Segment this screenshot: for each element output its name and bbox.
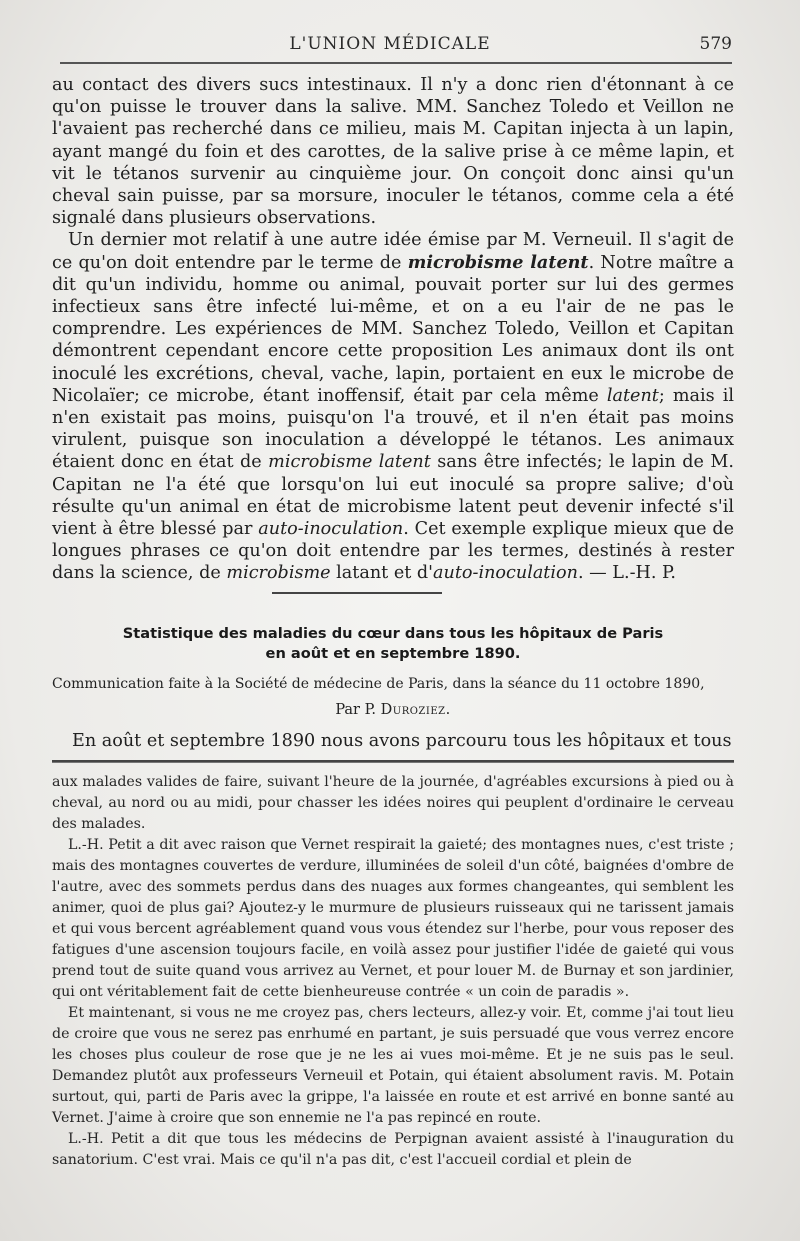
main-paragraph-1 [52, 74, 734, 229]
feuilleton-paragraph-3: Et maintenant, si vous ne me croyez pas, chers lecteurs, allez-y voir. Et, comme j'ai tout lieu de croire que vous ne serez pas enrhumé en partant, je suis persuadé que vous verrez encore les choses plus couleur de rose que je ne les ai vues moi-même. Et je ne suis pas le seul. Demandez plutôt aux professeurs Verneuil et Potain, qui étaient absolument ravis. M. Potain surtout, qui, parti de Paris avec la grippe, l'a laissée en route et est arrivé en bonne santé au Vernet. J'aime à croire que son ennemie ne l'a pas repincé en route. [52, 1005, 734, 1126]
byline-prefix: Par P. [335, 702, 381, 718]
feuilleton-paragraph-2: L.-H. Petit a dit avec raison que Vernet respirait la gaieté; des montagnes nues, c'est triste ; mais des montagnes couvertes de verdure, illuminées de soleil d'un côté, baignées d'ombre de l'autre, avec des sommets perdus dans des nuages aux formes changeantes, qui semblent les animer, quoi de plus gai? Ajoutez-y le murmure de plusieurs ruisseaux qui ne tarissent jamais et qui vous bercent agréablement quand vous vous étendez sur l'herbe, pour vous reposer des fatigues d'une ascension toujours facile, en voilà assez pour justifier l'idée de gaieté qui vous prend tout de suite quand vous arrivez au Vernet, et pour louer M. de Burnay et son jardinier, qui ont véritablement fait de cette bienheureuse contrée « un coin de paradis ». [52, 837, 734, 1000]
text-run: ; mais il n'en existait pas moins, puisqu'on l'a trouvé, et il n'en était pas moins virulent, puisque son inoculation a développé le tétanos. Les animaux étaient donc en état de [52, 385, 734, 473]
feuilleton-text [52, 772, 734, 1171]
byline-author: Duroziez. [380, 702, 451, 718]
text-run: latant et [330, 563, 417, 584]
page-header [48, 30, 732, 60]
feuilleton-rule [52, 760, 734, 763]
text-run: microbisme [226, 563, 331, 584]
text-run: Un dernier mot relatif à une autre idée émise par M. Verneuil. Il s'agit de ce qu'on doit entendre par le terme de [52, 230, 734, 273]
running-title: L'UNION MÉDICALE [289, 34, 491, 54]
communication-note: Communication faite à la Société de médecine de Paris, dans la séance du 11 octobre 1890, [52, 676, 705, 692]
text-run: microbisme latent [407, 251, 589, 273]
text-run: au contact des divers sucs intestinaux. Il n'y a donc rien d'étonnant à ce qu'on puisse le trouver dans la salive. MM. Sanchez Toledo et Veillon ne l'avaient pas recherché dans ce milieu, mais M. Capitan injecta à un lapin, ayant mangé du foin et des carottes, de la salive prise à ce même lapin, et vit le tétanos survenir au cinquième jour. On conçoit donc ainsi qu'un cheval sain puisse, par sa morsure, inoculer le tétanos, comme cela a été signalé dans plusieurs observations. [52, 75, 734, 229]
byline [52, 700, 734, 720]
text-run: . Cet exemple explique mieux que de longues phrases ce qu'on doit entendre par les termes, destinés à rester dans la science, de [52, 519, 734, 584]
feuilleton-paragraph-1: aux malades valides de faire, suivant l'heure de la journée, d'agréables excursions à pied ou à cheval, au nord ou au midi, pour chasser les idées noires qui peuplent d'ordinaire le cerveau des malades. [52, 774, 734, 832]
text-run: sans être infectés; le lapin de M. Capitan ne l'a été que lorsqu'on lui eut inoculé sa propre salive; d'où résulte qu'un animal en état de microbisme latent peut devenir infecté s'il vient à être blessé par [52, 452, 734, 540]
feuilleton-paragraph-4: L.-H. Petit a dit que tous les médecins de Perpignan avaient assisté à l'inauguration du sanatorium. C'est vrai. Mais ce qu'il n'a pas dit, c'est l'accueil cordial et plein de [52, 1131, 734, 1168]
main-text [52, 74, 734, 585]
text-run: auto-inoculation [433, 563, 578, 584]
text-run: latent [606, 385, 659, 406]
main-paragraph-2 [52, 229, 734, 584]
article-title [52, 624, 734, 664]
article-title-line-1: Statistique des maladies du cœur dans tous les hôpitaux de Paris [122, 625, 664, 642]
article-opening-line: En août et septembre 1890 nous avons parcouru tous les hôpitaux et tous [72, 731, 732, 751]
page-number: 579 [699, 34, 732, 54]
text-run: d' [416, 563, 434, 584]
text-run: auto-inoculation [258, 519, 404, 540]
text-run: . — L.-H. P. [577, 563, 676, 584]
article-title-line-2: en août et en septembre 1890. [265, 645, 521, 662]
section-separator [272, 592, 442, 594]
header-rule [60, 62, 732, 64]
text-run: . Notre maître a dit qu'un individu, homme ou animal, pouvait porter sur lui des germes infectieux sans être infecté lui-même, et on a eu l'air de ne pas le comprendre. Les expériences de MM. Sanchez Toledo, Veillon et Capitan démontrent cependant encore cette proposition Les animaux dont ils ont inoculé les excrétions, cheval, vache, lapin, portaient en eux le microbe de Nicolaïer; ce microbe, étant inoffensif, était par cela même [52, 252, 735, 406]
text-run: microbisme latent [268, 452, 431, 473]
